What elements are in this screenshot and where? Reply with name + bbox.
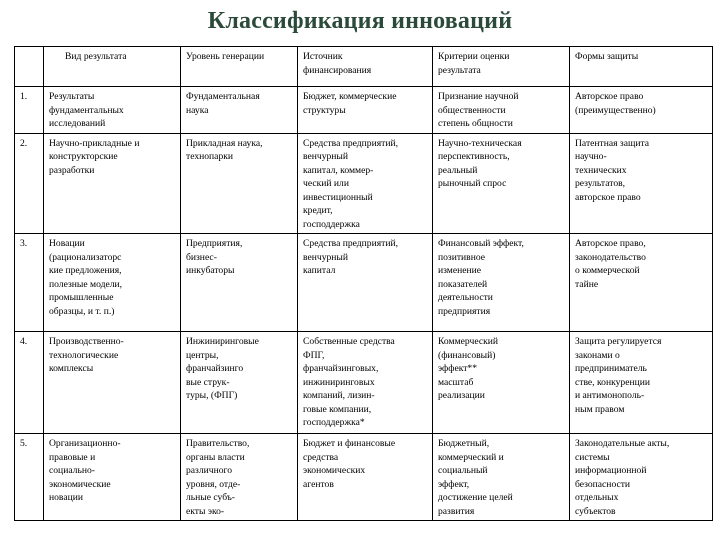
cell-protection-forms: Авторское право (преимущественно) <box>570 87 713 134</box>
cell-generation-level: Прикладная наука, технопарки <box>181 133 298 234</box>
cell-funding-source: Бюджет, коммерческие структуры <box>298 87 433 134</box>
cell-protection-forms: Патентная защита научно- технических результатов, авторское право <box>570 133 713 234</box>
cell-result-type: Научно-прикладные и конструкторские разработки <box>44 133 181 234</box>
cell-protection-forms: Защита регулируется законами о предприниматель стве, конкуренции и антимонополь- ным правом <box>570 332 713 434</box>
row-number: 2. <box>15 133 44 234</box>
cell-generation-level: Правительство, органы власти различного уровня, отде- льные субъ- екты эко- <box>181 434 298 521</box>
header-protection-forms: Формы защиты <box>570 47 713 87</box>
cell-result-type: Результаты фундаментальных исследований <box>44 87 181 134</box>
table-row <box>15 332 713 434</box>
header-funding-source: Источник финансирования <box>298 47 433 87</box>
cell-result-type: Новации (рационализаторс кие предложения, полезные модели, промышленные образцы, и т. п.) <box>44 234 181 332</box>
cell-generation-level: Фундаментальная наука <box>181 87 298 134</box>
row-number: 1. <box>15 87 44 134</box>
cell-protection-forms: Законодательные акты, системы информационной безопасности отдельных субъектов <box>570 434 713 521</box>
row-number: 5. <box>15 434 44 521</box>
cell-result-type: Производственно- технологические комплексы <box>44 332 181 434</box>
cell-result-type: Организационно- правовые и социально- экономические новации <box>44 434 181 521</box>
table-row <box>15 234 713 332</box>
page-title: Классификация инноваций <box>207 8 513 34</box>
innovation-classification-table <box>14 46 713 521</box>
cell-generation-level: Предприятия, бизнес- инкубаторы <box>181 234 298 332</box>
row-number: 3. <box>15 234 44 332</box>
header-generation-level: Уровень генерации <box>181 47 298 87</box>
cell-funding-source: Средства предприятий, венчурный капитал, коммер- ческий или инвестиционный кредит, господдержка <box>298 133 433 234</box>
header-result-type: Вид результата <box>44 47 181 87</box>
cell-funding-source: Собственные средства ФПГ, франчайзинговых, инжиниринговых компаний, лизин- говые компании, господдержка* <box>298 332 433 434</box>
cell-funding-source: Бюджет и финансовые средства экономических агентов <box>298 434 433 521</box>
cell-funding-source: Средства предприятий, венчурный капитал <box>298 234 433 332</box>
table-row <box>15 434 713 521</box>
cell-evaluation-criteria: Коммерческий (финансовый) эффект** масштаб реализации <box>433 332 570 434</box>
cell-evaluation-criteria: Финансовый эффект, позитивное изменение показателей деятельности предприятия <box>433 234 570 332</box>
row-number: 4. <box>15 332 44 434</box>
table-row <box>15 133 713 234</box>
cell-generation-level: Инжиниринговые центры, франчайзинго вые струк- туры, (ФПГ) <box>181 332 298 434</box>
table-header-row <box>15 47 713 87</box>
header-num <box>15 47 44 87</box>
cell-protection-forms: Авторское право, законодательство о коммерческой тайне <box>570 234 713 332</box>
cell-evaluation-criteria: Научно-техническая перспективность, реальный рыночный спрос <box>433 133 570 234</box>
cell-evaluation-criteria: Признание научной общественности степень общности <box>433 87 570 134</box>
table-row <box>15 87 713 134</box>
header-evaluation-criteria: Критерии оценки результата <box>433 47 570 87</box>
cell-evaluation-criteria: Бюджетный, коммерческий и социальный эффект, достижение целей развития <box>433 434 570 521</box>
